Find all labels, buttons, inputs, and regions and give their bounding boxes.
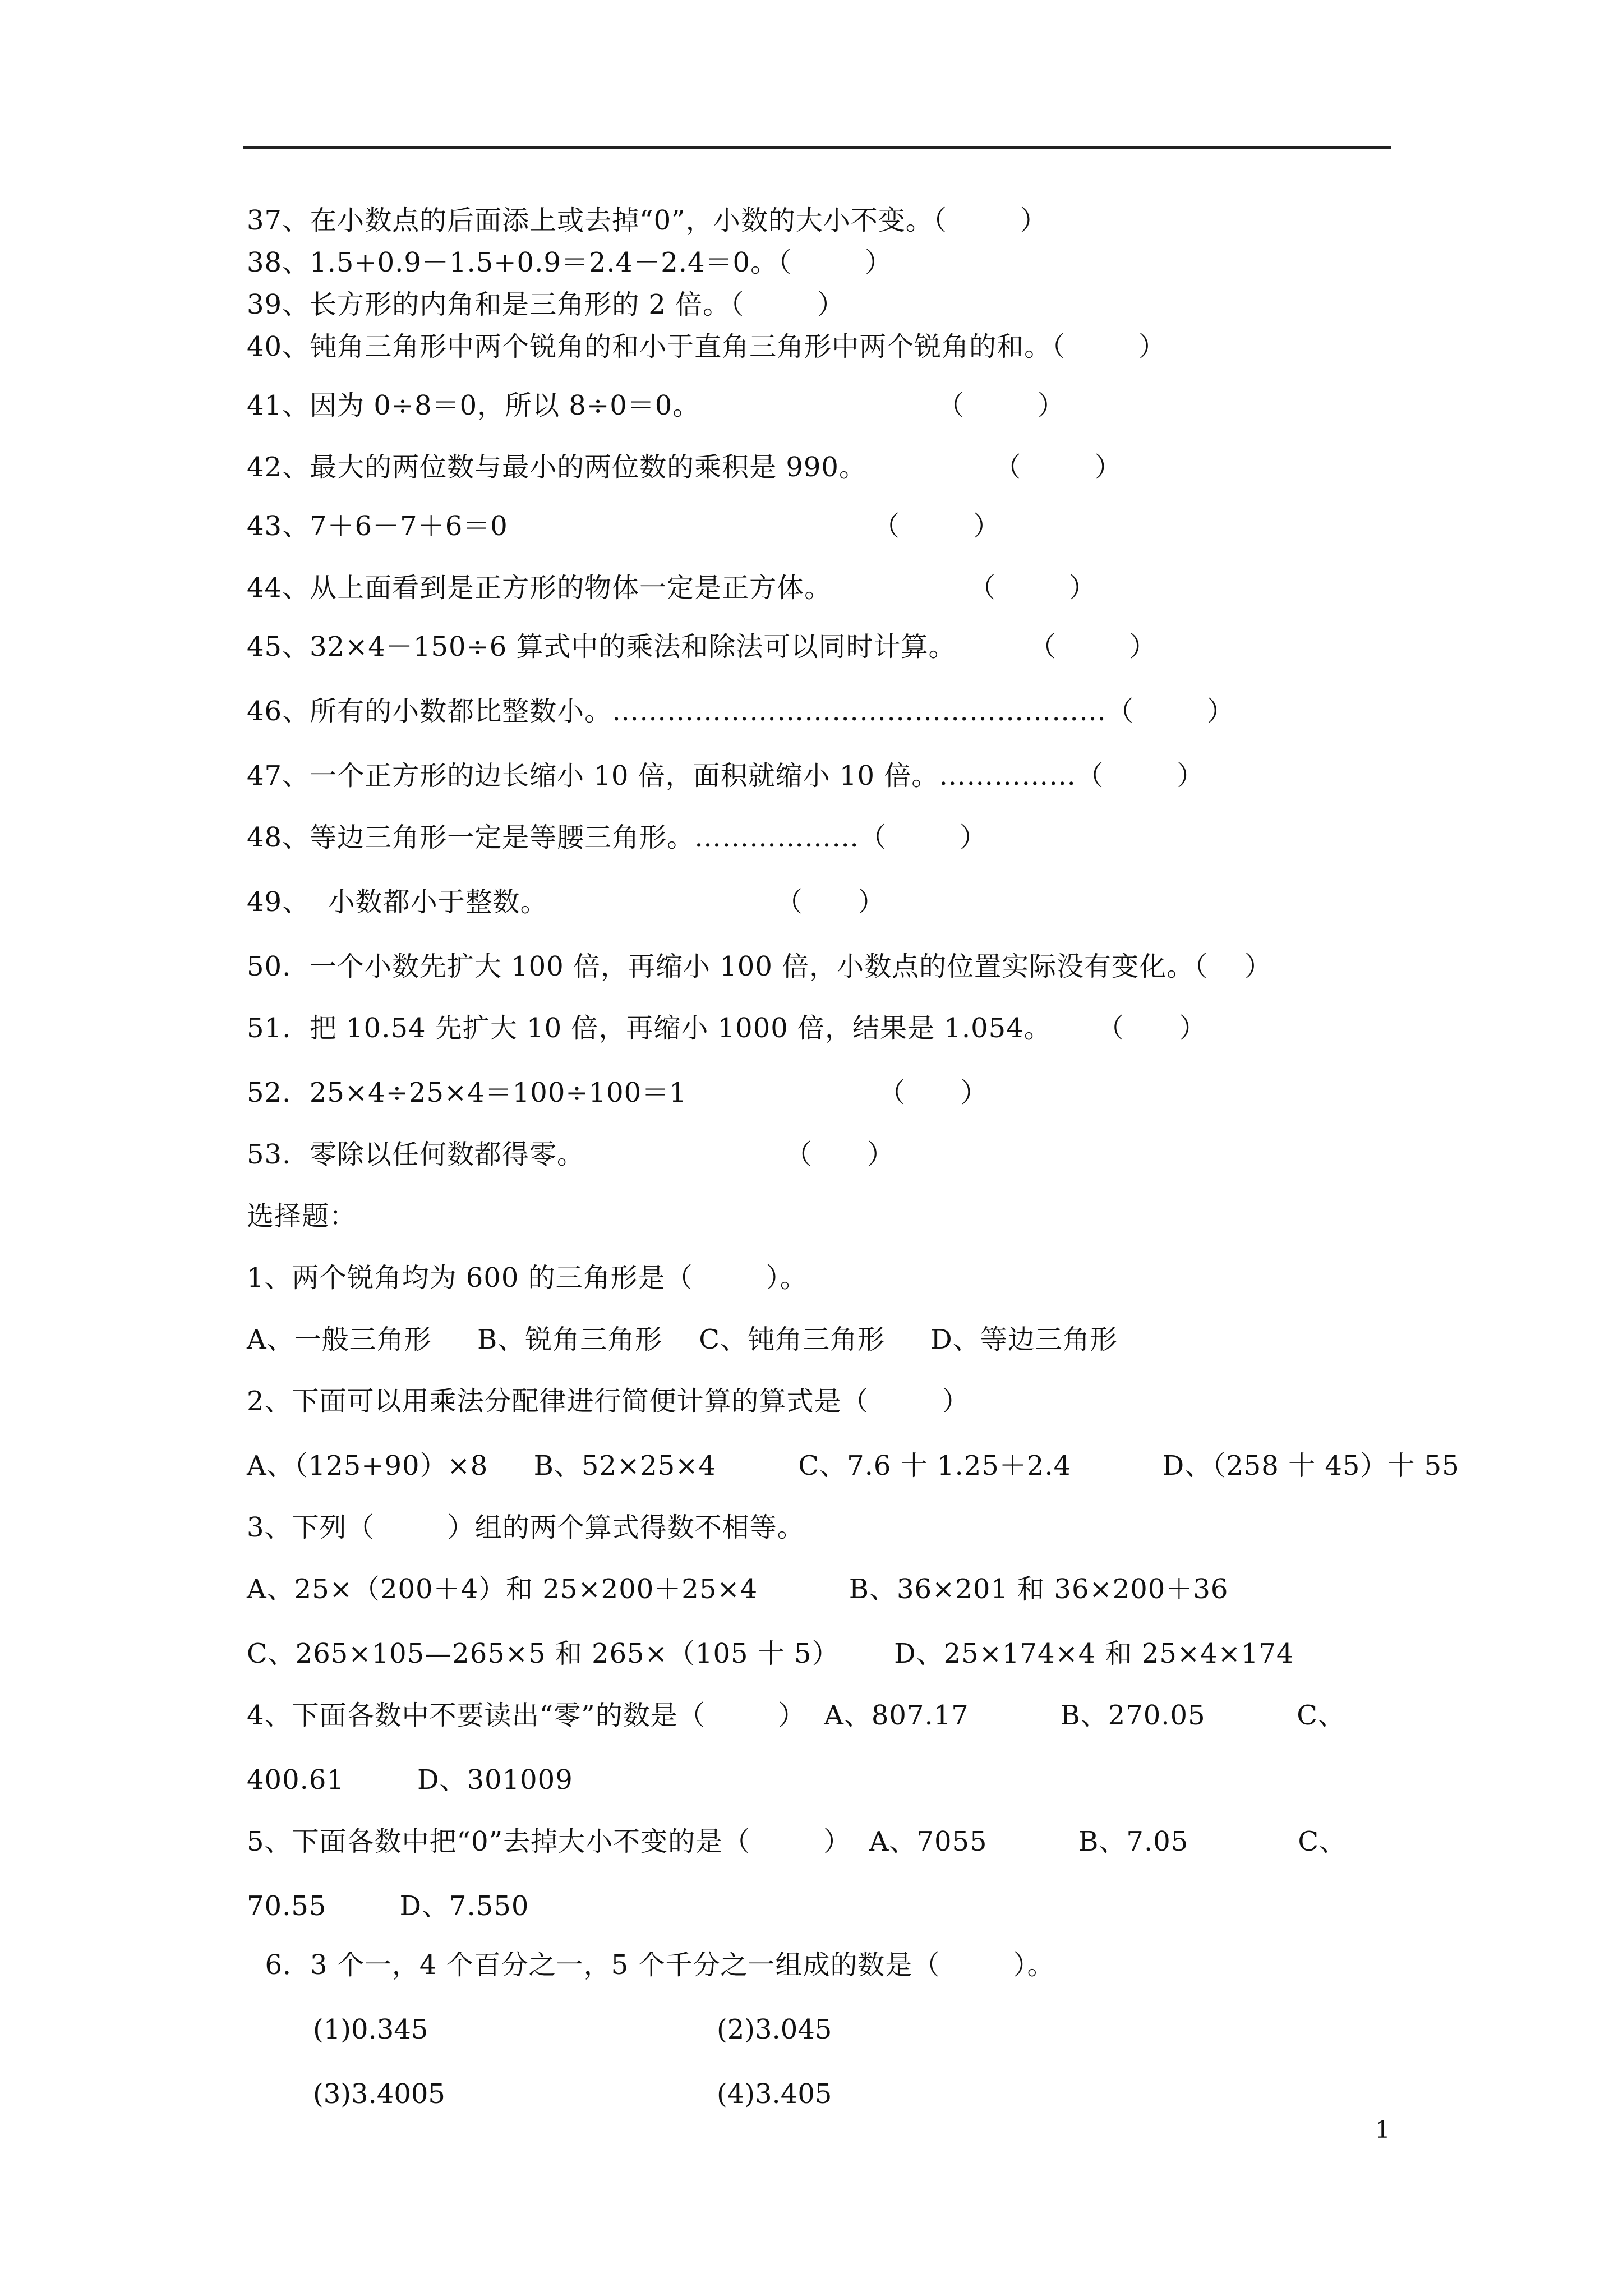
page-number: 1 [1375, 2116, 1390, 2143]
question-39: 39、长方形的内角和是三角形的 2 倍。（ ） [247, 289, 845, 320]
question-53: 53. 零除以任何数都得零。 （ ） [247, 1139, 895, 1170]
question-47: 47、一个正方形的边长缩小 10 倍，面积就缩小 10 倍。……………（ ） [247, 760, 1205, 792]
choice-question-3: 3、下列（ ）组的两个算式得数不相等。 [247, 1512, 805, 1543]
question-37: 37、在小数点的后面添上或去掉“0”，小数的大小不变。（ ） [247, 205, 1048, 236]
question-41: 41、因为 0÷8＝0，所以 8÷0＝0。 （ ） [247, 390, 1066, 421]
choice-options-3b: C、265×105—265×5 和 265×（105 十 5） D、25×174×4 和 25×4×174 [247, 1638, 1294, 1669]
choice-question-1: 1、两个锐角均为 600 的三角形是（ ）。 [247, 1262, 808, 1294]
question-50: 50. 一个小数先扩大 100 倍，再缩小 100 倍，小数点的位置实际没有变化。（ ） [247, 951, 1272, 982]
question-52: 52. 25×4÷25×4＝100÷100＝1 （ ） [247, 1077, 988, 1108]
choice-question-5: 5、下面各数中把“0”去掉大小不变的是（ ） A、7055 B、7.05 C、 [247, 1826, 1347, 1857]
choice-question-4-cont: 400.61 D、301009 [247, 1764, 573, 1796]
q6-option-4: (4)3.405 [717, 2078, 832, 2110]
choice-options-2: A、（125+90）×8 B、52×25×4 C、7.6 十 1.25＋2.4 D、（258 十 45）十 55 [247, 1450, 1460, 1481]
question-46: 46、所有的小数都比整数小。………………………………………………（ ） [247, 696, 1235, 727]
question-38: 38、1.5+0.9－1.5+0.9＝2.4－2.4＝0。（ ） [247, 247, 893, 278]
choice-question-5-cont: 70.55 D、7.550 [247, 1890, 529, 1922]
choice-options-1: A、一般三角形 B、锐角三角形 C、钝角三角形 D、等边三角形 [247, 1324, 1118, 1355]
question-42: 42、最大的两位数与最小的两位数的乘积是 990。 （ ） [247, 452, 1122, 483]
question-51: 51. 把 10.54 先扩大 10 倍，再缩小 1000 倍，结果是 1.054。 （ ） [247, 1013, 1207, 1044]
q6-option-1: (1)0.345 [313, 2014, 428, 2045]
question-40: 40、钝角三角形中两个锐角的和小于直角三角形中两个锐角的和。（ ） [247, 331, 1166, 362]
choice-options-3a: A、25×（200＋4）和 25×200＋25×4 B、36×201 和 36×200＋36 [247, 1573, 1229, 1605]
question-43: 43、7＋6－7＋6＝0 （ ） [247, 510, 1001, 542]
question-48: 48、等边三角形一定是等腰三角形。………………（ ） [247, 822, 988, 853]
choice-question-6: 6．3 个一，4 个百分之一，5 个千分之一组成的数是（ ）。 [247, 1949, 1055, 1981]
choice-question-2: 2、下面可以用乘法分配律进行简便计算的算式是（ ） [247, 1386, 970, 1417]
header-rule [243, 146, 1391, 149]
choice-question-4: 4、下面各数中不要读出“零”的数是（ ） A、807.17 B、270.05 C、 [247, 1700, 1345, 1731]
question-49: 49、 小数都小于整数。 （ ） [247, 886, 886, 918]
section-title: 选择题： [247, 1200, 357, 1232]
q6-option-2: (2)3.045 [717, 2014, 832, 2045]
question-44: 44、从上面看到是正方形的物体一定是正方体。 （ ） [247, 572, 1097, 604]
q6-option-3: (3)3.4005 [313, 2078, 445, 2110]
question-45: 45、32×4－150÷6 算式中的乘法和除法可以同时计算。 （ ） [247, 631, 1157, 662]
